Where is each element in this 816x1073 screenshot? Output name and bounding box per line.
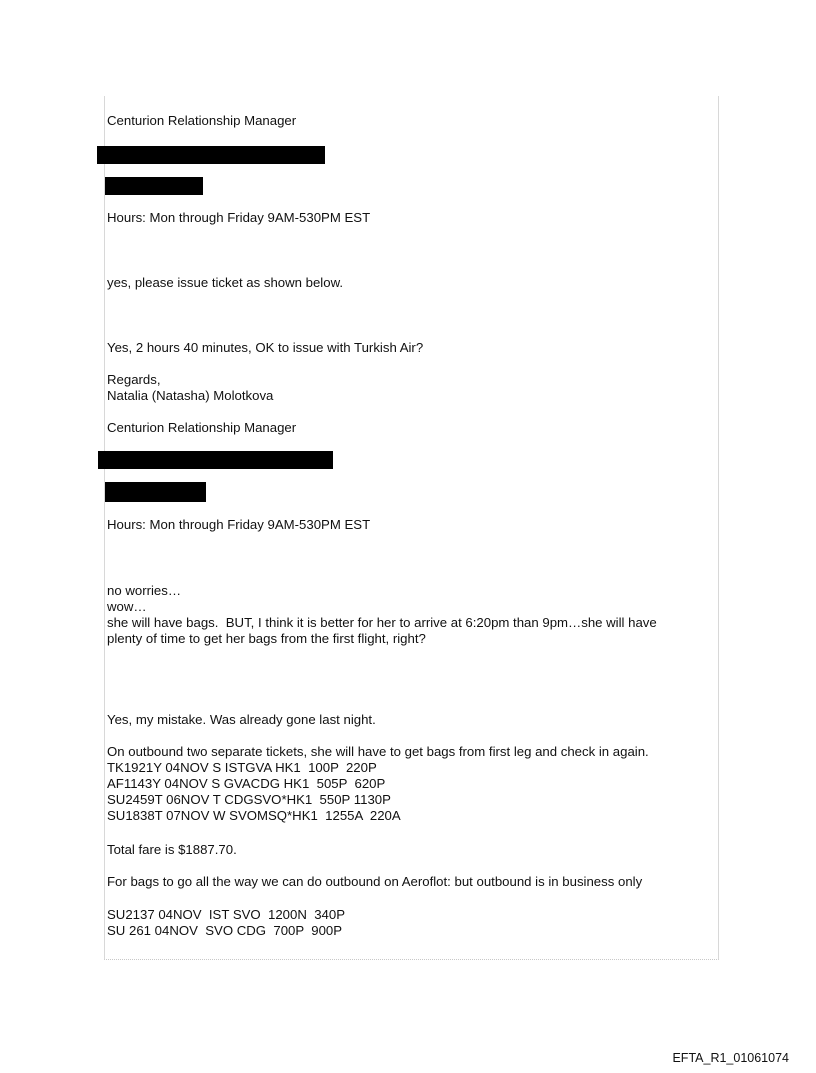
itinerary-line: SU1838T 07NOV W SVOMSQ*HK1 1255A 220A [107, 808, 401, 823]
bates-number: EFTA_R1_01061074 [672, 1051, 789, 1065]
message-line: she will have bags. BUT, I think it is better for her to arrive at 6:20pm than 9pm…she will have [107, 615, 657, 630]
signature-title: Centurion Relationship Manager [107, 113, 297, 128]
message-line: wow… [107, 599, 147, 614]
message-text: Yes, my mistake. Was already gone last night. [107, 712, 376, 727]
sender-name: Natalia (Natasha) Molotkova [107, 388, 274, 403]
signature-title: Centurion Relationship Manager [107, 420, 297, 435]
signature-regards: Regards, [107, 372, 161, 387]
itinerary-line: SU2137 04NOV IST SVO 1200N 340P [107, 907, 345, 922]
message-text: For bags to go all the way we can do outbound on Aeroflot: but outbound is in business only [107, 874, 643, 889]
redaction-bar [105, 177, 203, 195]
signature-hours: Hours: Mon through Friday 9AM-530PM EST [107, 210, 371, 225]
message-text: yes, please issue ticket as shown below. [107, 275, 344, 290]
signature-hours: Hours: Mon through Friday 9AM-530PM EST [107, 517, 371, 532]
redaction-bar [98, 451, 333, 469]
message-line: no worries… [107, 583, 182, 598]
redaction-bar [105, 482, 206, 502]
total-fare: Total fare is $1887.70. [107, 842, 237, 857]
redaction-bar [97, 146, 325, 164]
message-text: On outbound two separate tickets, she will have to get bags from first leg and check in again. [107, 744, 649, 759]
message-line: plenty of time to get her bags from the first flight, right? [107, 631, 426, 646]
itinerary-line: SU 261 04NOV SVO CDG 700P 900P [107, 923, 343, 938]
itinerary-line: AF1143Y 04NOV S GVACDG HK1 505P 620P [107, 776, 386, 791]
itinerary-line: SU2459T 06NOV T CDGSVO*HK1 550P 1130P [107, 792, 391, 807]
itinerary-line: TK1921Y 04NOV S ISTGVA HK1 100P 220P [107, 760, 377, 775]
message-text: Yes, 2 hours 40 minutes, OK to issue with Turkish Air? [107, 340, 424, 355]
